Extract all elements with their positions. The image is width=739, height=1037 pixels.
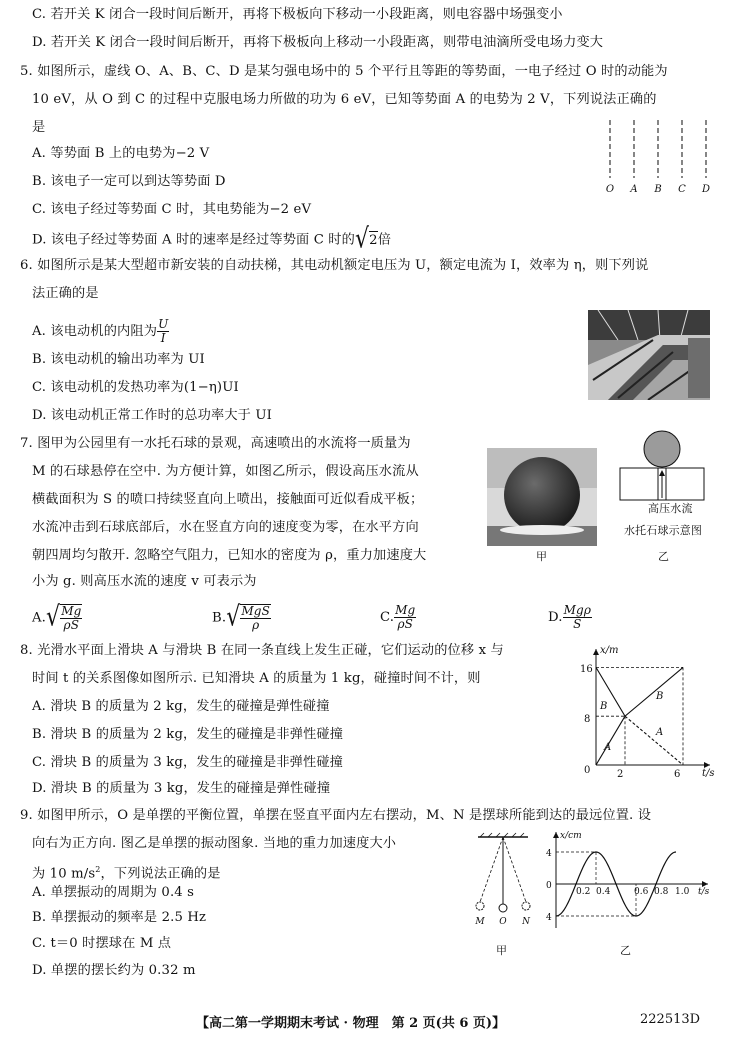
label-a-left: A [604, 742, 612, 753]
q5-stem-line2: 10 eV，从 O 到 C 的过程中克服电场力所做的功为 6 eV，已知等势面 A 的电势为 2 V，下列说法正确的 [32, 92, 657, 107]
numerator: Mg [61, 604, 82, 618]
x-tick-0-4: 0.4 [596, 887, 611, 897]
x-tick-0-6: 0.6 [634, 887, 649, 897]
q6-option-d: D. 该电动机正常工作时的总功率大于 UI [32, 408, 272, 423]
denominator: I [160, 331, 166, 345]
q7-stem-line2: M 的石球悬停在空中. 为方便计算，如图乙所示，假设高压水流从 [32, 464, 419, 479]
numerator: Mg [395, 603, 416, 617]
q7-option-d [548, 604, 592, 631]
q9-stem-line3 [32, 861, 221, 883]
series-A-after-collision [625, 716, 683, 765]
sqrt-symbol: √ $\frac{Mg}{\rho S}$ [46, 601, 82, 633]
q8-stem-line1: 8. 光滑水平面上滑块 A 与滑块 B 在同一条直线上发生正碰，它们运动的位移 x 与 [20, 643, 504, 658]
label-m: M [475, 917, 485, 927]
denominator: ρ [252, 618, 260, 632]
x-tick-2: 2 [617, 769, 624, 779]
superscript: 2 [95, 865, 101, 874]
fraction [157, 318, 169, 345]
series-B-line [596, 667, 683, 716]
q8-option-a: A. 滑块 B 的质量为 2 kg，发生的碰撞是弹性碰撞 [32, 699, 330, 714]
q8-option-b: B. 滑块 B 的质量为 2 kg，发生的碰撞是非弹性碰撞 [32, 727, 344, 742]
q5-option-d [32, 223, 392, 255]
q5-option-d-suffix: 倍 [377, 232, 392, 248]
fraction [563, 604, 592, 631]
pendulum-diagram [470, 832, 536, 936]
denominator: S [573, 617, 582, 631]
x-tick-1-0: 1.0 [675, 887, 690, 897]
q7-option-b [212, 601, 271, 633]
q8-displacement-time-chart [574, 643, 720, 779]
q9-option-b: B. 单摆振动的频率是 2.5 Hz [32, 910, 207, 925]
q9-line3-b: ，下列说法正确的是 [100, 866, 221, 882]
q9-option-d: D. 单摆的摆长约为 0.32 m [32, 963, 196, 978]
q4-option-d: D. 若开关 K 闭合一段时间后断开，再将下极板向上移动一小段距离，则带电油滴所受电场力变大 [32, 35, 604, 50]
numerator: U [158, 317, 169, 331]
q5-option-d-radicand: 2 [369, 232, 378, 248]
q8-option-c: C. 滑块 B 的质量为 3 kg，发生的碰撞是非弹性碰撞 [32, 755, 344, 770]
numerator: Mgρ [563, 603, 592, 617]
q9-option-c: C. t＝0 时摆球在 M 点 [32, 936, 172, 951]
q7-option-c [380, 604, 416, 631]
label-b: B [654, 184, 662, 195]
q6-stem-line1: 6. 如图所示是某大型超市新安装的自动扶梯，其电动机额定电压为 U，额定电流为 I，效率为 η，则下列说 [20, 258, 649, 273]
q7-stem-line5: 朝四周均匀散开. 忽略空气阻力，已知水的密度为 ρ，重力加速度大 [32, 548, 427, 563]
label-b-left: B [600, 701, 608, 712]
q6-option-a [32, 318, 169, 345]
x-axis-label: t/s [698, 887, 710, 897]
option-label: B. [212, 610, 227, 626]
y-tick-0: 0 [546, 881, 552, 891]
q4-option-c: C. 若开关 K 闭合一段时间后断开，再将下极板向下移动一小段距离，则电容器中场强变小 [32, 7, 563, 22]
label-b-right: B [656, 691, 664, 702]
q5-option-a: A. 等势面 B 上的电势为−2 V [32, 146, 210, 161]
x-tick-0-8: 0.8 [654, 887, 669, 897]
sqrt-symbol: √ $\frac{\text{MgS}}{\rho}$ [226, 601, 270, 633]
q9-vibration-chart [540, 828, 720, 932]
q7-stem-line4: 水流冲击到石球底部后，水在竖直方向的速度变为零，在水平方向 [32, 520, 419, 535]
x-tick-0-2: 0.2 [576, 887, 591, 897]
x-axis-label: t/s [702, 768, 715, 779]
label-o: O [605, 184, 615, 195]
x-tick-6: 6 [674, 769, 681, 779]
label-c: C [678, 184, 686, 195]
label-o: O [499, 917, 507, 927]
y-tick-8: 8 [584, 714, 591, 725]
q6-option-b: B. 该电动机的输出功率为 UI [32, 352, 205, 367]
y-tick-16: 16 [580, 664, 593, 675]
q9-option-a: A. 单摆振动的周期为 0.4 s [32, 885, 195, 900]
label-jia-9: 甲 [496, 944, 508, 957]
q7-option-a [32, 601, 82, 633]
label-jia: 甲 [536, 550, 548, 563]
y-tick-neg4: 4 [546, 913, 552, 923]
series-A-line [596, 716, 625, 765]
label-d: D [701, 184, 711, 195]
denominator: ρS [63, 618, 80, 632]
q8-stem-line2: 时间 t 的关系图像如图所示. 已知滑块 A 的质量为 1 kg，碰撞时间不计，则 [32, 671, 481, 686]
label-high-pressure-water: 高压水流 [648, 502, 693, 515]
q7-stem-line6: 小为 g. 则高压水流的速度 v 可表示为 [32, 574, 257, 589]
q9-stem-line1: 9. 如图甲所示，O 是单摆的平衡位置，单摆在竖直平面内左右摆动，M、N 是摆球所能到达的最远位置. 设 [20, 808, 652, 823]
numerator: MgS [241, 604, 270, 618]
y-tick-0: 0 [584, 765, 591, 776]
option-label: A. [32, 610, 47, 626]
q5-equipotential-figure [596, 118, 720, 198]
label-yi: 乙 [658, 550, 670, 563]
q5-stem-line1: 5. 如图所示，虚线 O、A、B、C、D 是某匀强电场中的 5 个平行且等距的等势面，一电子经过 O 时的动能为 [20, 64, 668, 79]
q7-stem-line3: 横截面积为 S 的喷口持续竖直向上喷出，接触面可近似看成平板； [32, 492, 424, 507]
escalator-photo [588, 310, 710, 400]
water-support-diagram [616, 430, 708, 508]
q5-stem-line3: 是 [32, 120, 46, 135]
q9-line3-a: 为 10 m/s [32, 866, 96, 882]
fraction [394, 604, 416, 631]
y-axis-label: x/cm [560, 831, 582, 841]
q9-stem-line2: 向右为正方向. 图乙是单摆的振动图象. 当地的重力加速度大小 [32, 836, 397, 851]
label-diagram-title: 水托石球示意图 [624, 524, 703, 537]
option-label: C. [380, 610, 395, 625]
label-yi-9: 乙 [620, 944, 632, 957]
q7-stem-line1: 7. 图甲为公园里有一水托石球的景观，高速喷出的水流将一质量为 [20, 436, 411, 451]
exam-code: 222513D [640, 1012, 701, 1027]
label-a-right: A [656, 727, 664, 738]
page-footer: 【高二第一学期期末考试 · 物理 第 2 页(共 6 页)】 [196, 1016, 506, 1031]
q5-option-c: C. 该电子经过等势面 C 时，其电势能为−2 eV [32, 202, 312, 217]
label-n: N [522, 917, 530, 927]
q6-option-a-text: A. 该电动机的内阻为 [32, 324, 158, 339]
q6-stem-line2: 法正确的是 [32, 286, 99, 301]
q5-option-d-text: D. 该电子经过等势面 A 时的速率是经过等势面 C 时的 [32, 232, 355, 248]
stone-ball-photo [487, 448, 597, 546]
q6-option-c: C. 该电动机的发热功率为(1−η)UI [32, 380, 239, 395]
q8-option-d: D. 滑块 B 的质量为 3 kg，发生的碰撞是弹性碰撞 [32, 781, 331, 796]
label-a: A [630, 184, 638, 195]
denominator: ρS [397, 617, 414, 631]
y-axis-label: x/m [600, 645, 619, 656]
sqrt-symbol: √ 2 [354, 223, 378, 255]
q5-option-b: B. 该电子一定可以到达等势面 D [32, 174, 226, 189]
option-label: D. [548, 610, 563, 625]
y-tick-4: 4 [546, 849, 552, 859]
